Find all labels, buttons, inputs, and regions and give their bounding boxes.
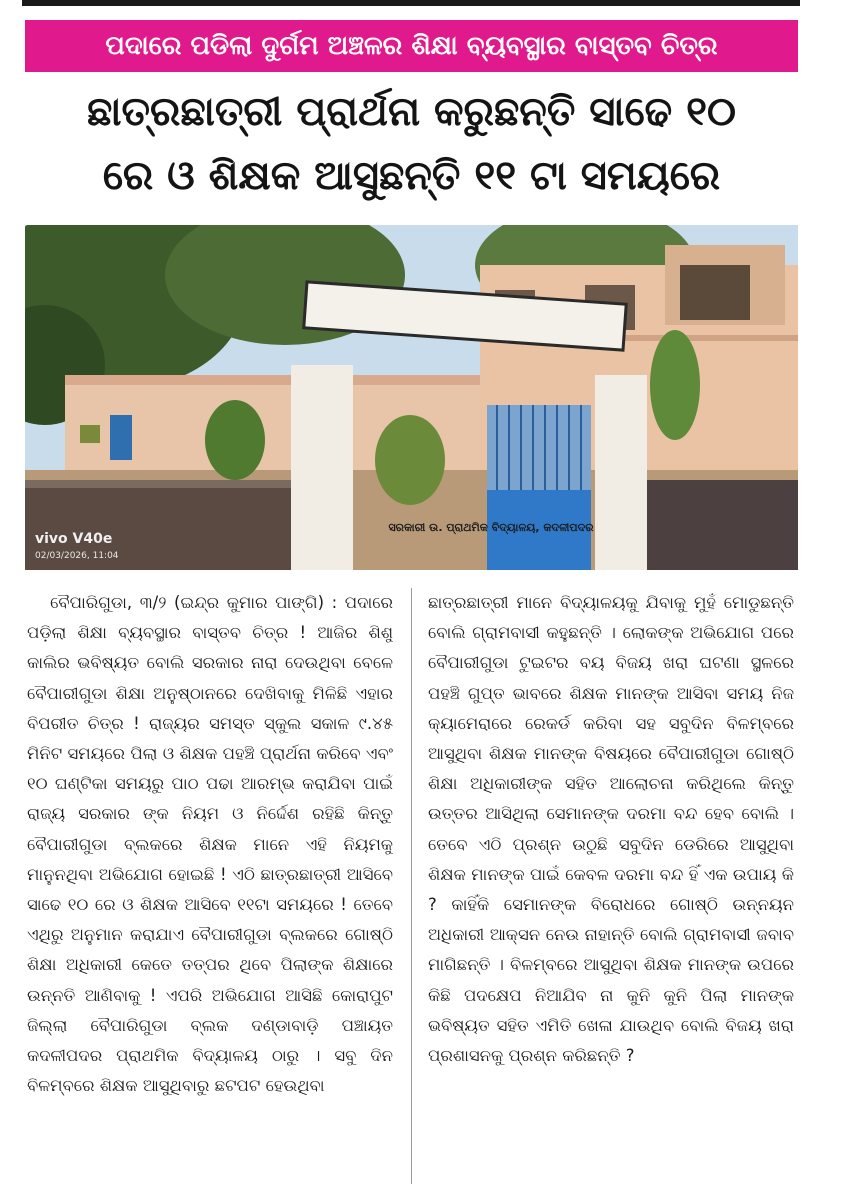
school-gate-photo (25, 225, 798, 570)
article-body-left-column (27, 588, 393, 1188)
headline-line-1: ଛାତ୍ରଛାତ୍ରୀ ପ୍ରାର୍ଥନା କରୁଛନ୍ତି ସାଢେ ୧୦ (87, 89, 736, 135)
article-kicker: ପଦାରେ ପଡିଲା ଦୁର୍ଗମ ଅଞ୍ଚଳର ଶିକ୍ଷା ବ୍ୟବସ୍ଥାର ବାସ୍ତବ ଚିତ୍ର (25, 20, 798, 72)
body-paragraph-left: ବୈପାରିଗୁଡା, ୩/୨ (ଇନ୍ଦ୍ର କୁମାର ପାଙ୍ଗି) : ପଦାରେ ପଡ଼ିଲା ଶିକ୍ଷା ବ୍ୟବସ୍ଥାର ବାସ୍ତବ ଚିତ୍ର ! ଆଜିର ଶିଶୁ କାଲିର ଭବିଷ୍ୟତ ବୋଲି ସରକାର ନାରା ଦେଉଥିବା ବେଳେ ବୈପାରୀଗୁଡା ଶିକ୍ଷା ଅନୁଷ୍ଠାନରେ ଦେଖିବାକୁ ମିଳିଛି ଏହାର ବିପରୀତ ଚିତ୍ର ! ରାଜ୍ୟର ସମସ୍ତ ସ୍କୁଲ ସକାଳ ୯.୪୫ ମିନିଟ ସମୟରେ ପିଲା ଓ ଶିକ୍ଷକ ପହଞ୍ଚି ପ୍ରାର୍ଥନା କରିବେ ଏବଂ ୧୦ ଘଣ୍ଟିକା ସମୟରୁ ପାଠ ପଢା ଆରମ୍ଭ କରାଯିବା ପାଇଁ ରାଜ୍ୟ ସରକାର ଙ୍କ ନିୟମ ଓ ନିର୍ଦ୍ଦେଶ ରହିଛି କିନ୍ତୁ ବୈପାରୀଗୁଡା ବ୍ଲକରେ ଶିକ୍ଷକ ମାନେ ଏହି ନିୟମକୁ ମାନୁନଥିବା ଅଭିଯୋଗ ହୋଇଛି ! ଏଠି ଛାତ୍ରଛାତ୍ରୀ ଆସିବେ ସାଢେ ୧୦ ରେ ଓ ଶିକ୍ଷକ ଆସିବେ ୧୧ଟା ସମୟରେ ! ତେବେ ଏଥିରୁ ଅନୁମାନ କରାଯାଏ ବୈପାରୀଗୁଡା ବ୍ଲକରେ ଗୋଷ୍ଠି ଶିକ୍ଷା ଅଧିକାରୀ କେତେ ତତ୍ପର ଥିବେ ପିଲାଙ୍କ ଶିକ୍ଷାରେ ଉନ୍ନତି ଆଣିବାକୁ ! ଏପରି ଅଭିଯୋଗ ଆସିଛି କୋରାପୁଟ ଜିଲ୍ଲା ବୈପାରିଗୁଡା ବ୍ଲକ ଦଣ୍ଡାବାଡ଼ି ପଞ୍ଚାୟତ କଦଳୀପଦର ପ୍ରାଥମିକ ବିଦ୍ୟାଳୟ ଠାରୁ । ସବୁ ଦିନ ବିଳମ୍ବରେ ଶିକ୍ଷକ ଆସୁଥିବାରୁ ଛଟପଟ ହେଉଥିବା (27, 593, 393, 1096)
top-rule (22, 0, 800, 6)
article-headline (25, 80, 798, 215)
column-divider (411, 588, 412, 1184)
camera-watermark: vivo V40e (35, 531, 113, 547)
article-body-right-column (428, 588, 794, 1188)
camera-timestamp: 02/03/2026, 11:04 (35, 551, 119, 561)
school-sign-text: ସରକାରୀ ଉ. ପ୍ରାଥମିକ ବିଦ୍ୟାଳୟ, କଦଳୀପଦର (388, 521, 594, 534)
article-photo (25, 225, 798, 570)
body-paragraph-right: ଛାତ୍ରଛାତ୍ରୀ ମାନେ ବିଦ୍ୟାଳୟକୁ ଯିବାକୁ ମୁହଁ ମୋଡୁଛନ୍ତି ବୋଲି ଗ୍ରାମବାସୀ କହୁଛନ୍ତି । ଲୋକଙ୍କ ଅଭିଯୋଗ ପରେ ବୈପାରୀଗୁଡା ଟୁଇଟର ବୟ ବିଜୟ ଖରା ଘଟଣା ସ୍ଥଳରେ ପହଞ୍ଚି ଗୁପ୍ତ ଭାବରେ ଶିକ୍ଷକ ମାନଙ୍କ ଆସିବା ସମୟ ନିଜ କ୍ୟାମେରାରେ ରେକର୍ଡ କରିବା ସହ ସବୁଦିନ ବିଳମ୍ବରେ ଆସୁଥିବା ଶିକ୍ଷକ ମାନଙ୍କ ବିଷୟରେ ବୈପାରୀଗୁଡା ଗୋଷ୍ଠି ଶିକ୍ଷା ଅଧିକାରୀଙ୍କ ସହିତ ଆଲୋଚନା କରିଥିଲେ କିନ୍ତୁ ଉତ୍ତର ଆସିଥିଲା ସେମାନଙ୍କ ଦରମା ବନ୍ଦ ହେବ ବୋଲି । ତେବେ ଏଠି ପ୍ରଶ୍ନ ଉଠୁଛି ସବୁଦିନ ଡେରିରେ ଆସୁଥିବା ଶିକ୍ଷକ ମାନଙ୍କ ପାଇଁ କେବଳ ଦରମା ବନ୍ଦ ହିଁ ଏକ ଉପାୟ କି ? କାହିଁକି ସେମାନଙ୍କ ବିରୋଧରେ ଗୋଷ୍ଠି ଉନ୍ନୟନ ଅଧିକାରୀ ଆକ୍ସନ ନେଉ ନାହାନ୍ତି ବୋଲି ଗ୍ରାମବାସୀ ଜବାବ ମାଗିଛନ୍ତି । ବିଳମ୍ବରେ ଆସୁଥିବା ଶିକ୍ଷକ ମାନଙ୍କ ଉପରେ କିଛି ପଦକ୍ଷେପ ନିଆଯିବ ନା କୁନି କୁନି ପିଲା ମାନଙ୍କ ଭବିଷ୍ୟତ ସହିତ ଏମିତି ଖେଳା ଯାଉଥିବ ବୋଲି ବିଜୟ ଖରା ପ୍ରଶାସନକୁ ପ୍ରଶ୍ନ କରିଛନ୍ତି ? (428, 593, 794, 1066)
headline-line-2: ରେ ଓ ଶିକ୍ଷକ ଆସୁଛନ୍ତି ୧୧ ଟା ସମୟରେ (102, 153, 721, 199)
